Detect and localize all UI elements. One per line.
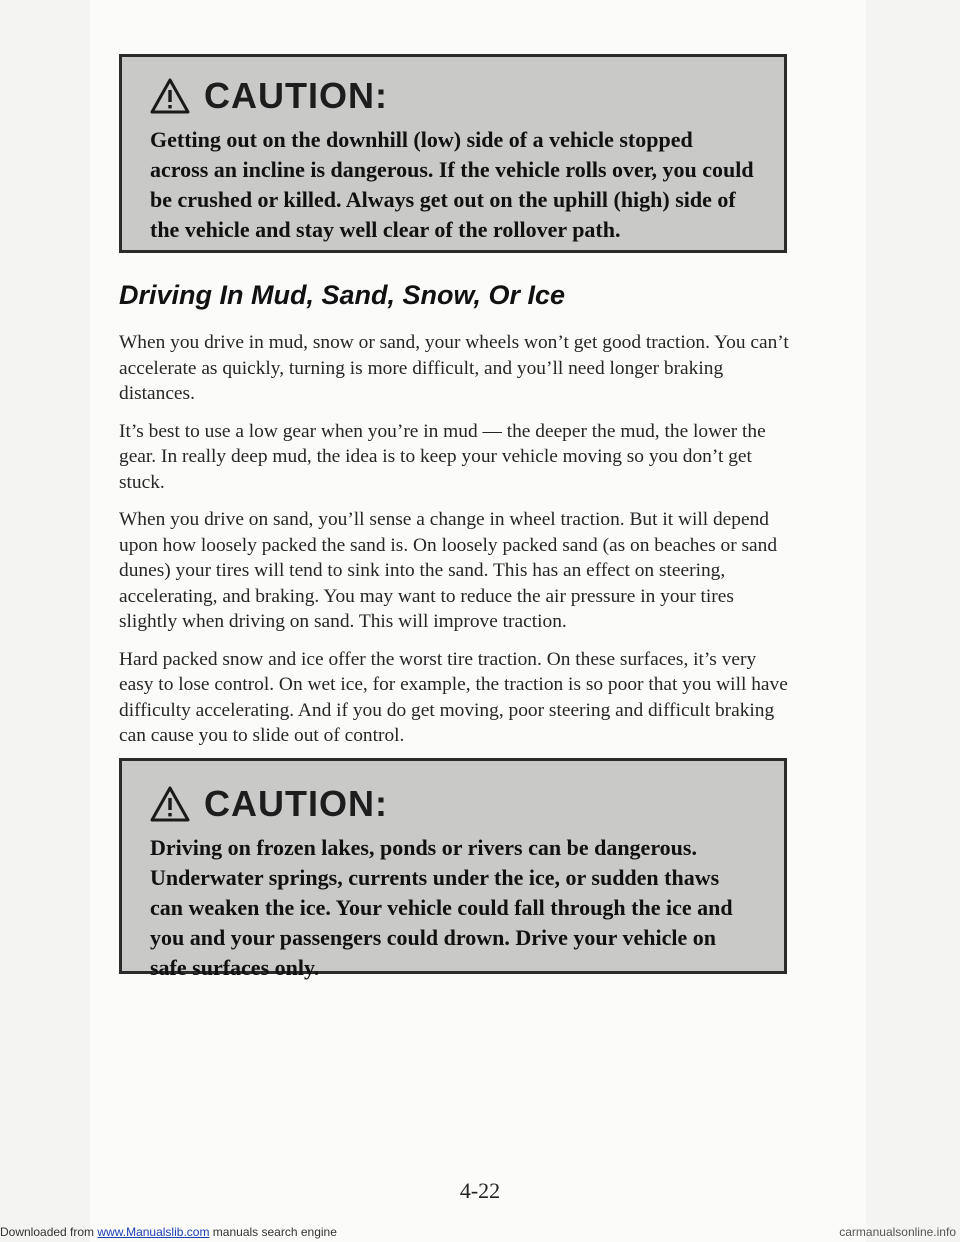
caution-heading — [150, 75, 756, 117]
caution-heading-label: CAUTION: — [204, 75, 388, 116]
caution-heading-label: CAUTION: — [204, 783, 388, 824]
caution-text: Driving on frozen lakes, ponds or rivers can be dangerous. Underwater springs, currents under the ice, or sudden thaws can weaken the ice. Your vehicle could fall through the ice and you and your passengers could drown. Drive your vehicle on safe surfaces only. — [150, 835, 733, 980]
caution-heading — [150, 783, 756, 825]
caution-text: Getting out on the downhill (low) side of a vehicle stopped across an incline is dangerous. If the vehicle rolls over, you could be crushed or killed. Always get out on the uphill (high) side of the vehicle and stay well clear of the rollover path. — [150, 127, 754, 242]
paragraph-mud: It’s best to use a low gear when you’re in mud — the deeper the mud, the lower the gear. In really deep mud, the idea is to keep your vehicle moving so you don’t get stuck. — [119, 420, 766, 493]
footer-prefix: Downloaded from — [0, 1225, 95, 1239]
paragraph-snow-ice: Hard packed snow and ice offer the worst tire traction. On these surfaces, it’s very easy to lose control. On wet ice, for example, the traction is so poor that you will have difficulty accelerating. And if you do get moving, poor steering and difficult braking can cause you to slide out of control. — [119, 648, 788, 746]
paragraph-traction: When you drive in mud, snow or sand, your wheels won’t get good traction. You can’t accelerate as quickly, turning is more difficult, and you’ll need longer braking distances. — [119, 332, 789, 404]
caution-box-frozen-lakes — [119, 758, 787, 980]
section-body — [119, 330, 789, 761]
manualslib-link[interactable]: www.Manualslib.com — [97, 1225, 210, 1239]
watermark: carmanualsonline.info — [839, 1225, 956, 1239]
footer-suffix: manuals search engine — [212, 1225, 337, 1239]
download-footer — [0, 1225, 337, 1239]
caution-box-rollover — [119, 54, 787, 253]
section-title: Driving In Mud, Sand, Snow, Or Ice — [119, 280, 566, 310]
warning-triangle-icon — [150, 786, 190, 822]
page-number: 4-22 — [459, 1178, 501, 1203]
warning-triangle-icon — [150, 78, 190, 114]
paragraph-sand: When you drive on sand, you’ll sense a change in wheel traction. But it will depend upon how loosely packed the sand is. On loosely packed sand (as on beaches or sand dunes) your tires will tend to sink into the sand. This has an effect on steering, accelerating, and braking. You may want to reduce the air pressure in your tires slightly when driving on sand. This will improve traction. — [119, 509, 778, 632]
